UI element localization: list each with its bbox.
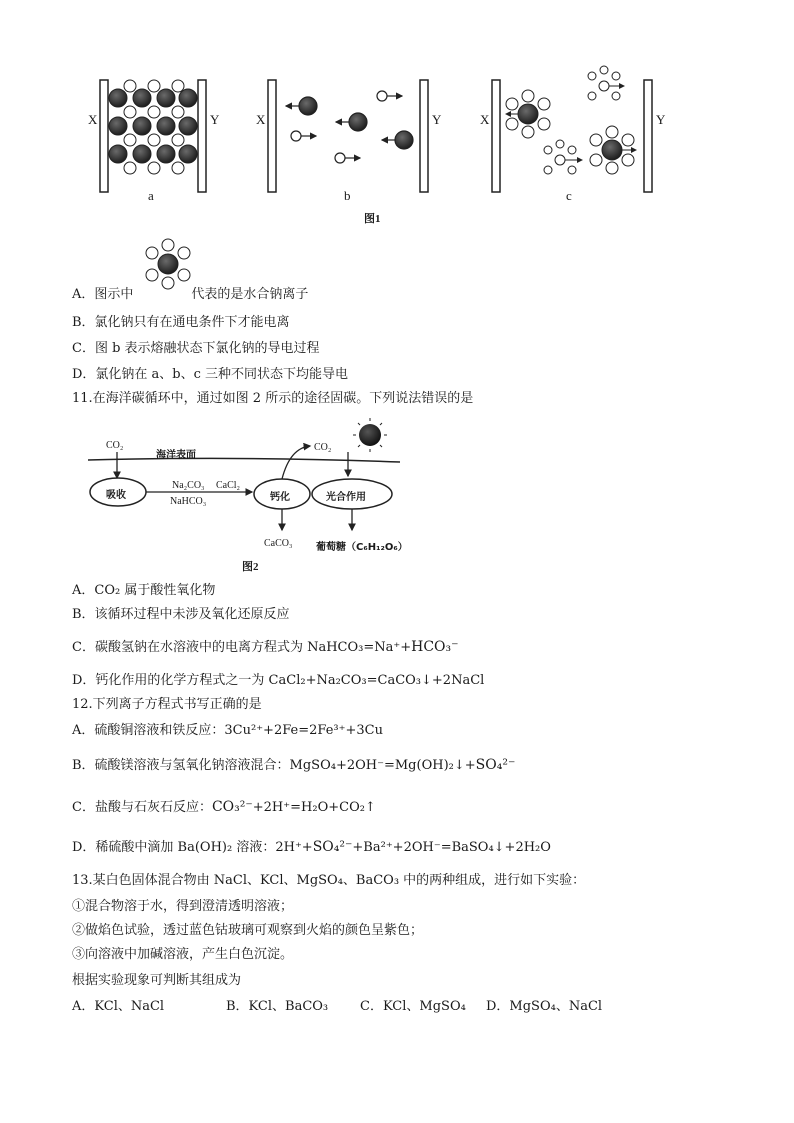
fig2-calcify: 钙化 <box>270 492 290 503</box>
q12-option-d-ion: SO₄²⁻ <box>312 839 353 855</box>
q13-option-c: C．KCl、MgSO₄ <box>360 999 466 1014</box>
q10-option-a-prefix: A．图示中 <box>72 287 134 302</box>
q13-step-3: ③向溶液中加碱溶液，产生白色沉淀。 <box>72 947 294 962</box>
figure-1-caption: 图1 <box>364 213 381 225</box>
q11-option-d: D．钙化作用的化学方程式之一为 CaCl₂+Na₂CO₃=CaCO₃↓+2NaCl <box>72 673 485 688</box>
q12-option-c-suffix: +2H⁺=H₂O+CO₂↑ <box>252 800 376 815</box>
fig2-glucose: 葡萄糖（C₆H₁₂O₆） <box>316 542 408 553</box>
q13-step-1: ①混合物溶于水，得到澄清透明溶液； <box>72 899 294 914</box>
fig2-co2-in: CO₂ <box>106 440 124 451</box>
fig2-co2-out: CO₂ <box>314 442 332 453</box>
q12-option-d <box>72 838 551 857</box>
electrode-x-b: X <box>256 112 266 127</box>
sun-icon <box>353 418 387 452</box>
q13-stem: 13.某白色固体混合物由 NaCl、KCl、MgSO₄、BaCO₃ 中的两种组成，进行如下实验： <box>72 873 586 888</box>
fig2-na2co3: Na₂CO₃ <box>172 480 205 491</box>
q12-option-c <box>72 798 376 817</box>
electrode-y-c: Y <box>656 112 666 127</box>
q11-option-c-prefix: C．碳酸氢钠在水溶液中的电离方程式为 NaHCO₃=Na⁺+ <box>72 640 412 655</box>
panel-c-label: c <box>566 188 572 203</box>
q11-option-b: B．该循环过程中未涉及氧化还原反应 <box>72 607 290 622</box>
q12-option-b <box>72 756 515 775</box>
q12-option-c-ion: CO₃²⁻ <box>211 799 253 815</box>
q10-option-b: B．氯化钠只有在通电条件下才能电离 <box>72 315 290 330</box>
fig2-photosynthesis: 光合作用 <box>326 492 366 503</box>
figure-1 <box>0 0 794 230</box>
q13-option-d: D．MgSO₄、NaCl <box>486 999 603 1014</box>
q10-option-c: C．图 b 表示熔融状态下氯化钠的导电过程 <box>72 341 320 356</box>
q12-option-b-prefix: B．硫酸镁溶液与氢氧化钠溶液混合：MgSO₄+2OH⁻=Mg(OH)₂↓+ <box>72 758 476 773</box>
panel-a <box>100 80 206 192</box>
panel-a-label: a <box>148 188 154 203</box>
q12-option-d-prefix: D．稀硫酸中滴加 Ba(OH)₂ 溶液：2H⁺+ <box>72 840 313 855</box>
hydrated-ion-icon <box>138 236 198 292</box>
q13-option-a: A．KCl、NaCl <box>72 999 165 1014</box>
electrode-y-b: Y <box>432 112 442 127</box>
fig2-cacl2: CaCl₂ <box>216 480 241 491</box>
q12-option-c-prefix: C．盐酸与石灰石反应： <box>72 800 212 815</box>
electrode-x-a: X <box>88 112 98 127</box>
q10-option-a <box>72 286 308 304</box>
panel-b <box>268 80 428 192</box>
panel-b-label: b <box>344 188 351 203</box>
q11-option-c-ion: HCO₃⁻ <box>411 639 459 655</box>
electrode-x-c: X <box>480 112 490 127</box>
q12-stem: 12.下列离子方程式书写正确的是 <box>72 697 262 712</box>
fig2-nahco3: NaHCO₃ <box>170 496 207 507</box>
fig2-sea-surface: 海洋表面 <box>156 450 196 461</box>
q12-option-a: A．硫酸铜溶液和铁反应：3Cu²⁺+2Fe=2Fe³⁺+3Cu <box>72 723 383 738</box>
q11-stem: 11.在海洋碳循环中，通过如图 2 所示的途径固碳。下列说法错误的是 <box>72 391 474 406</box>
q13-conclusion: 根据实验现象可判断其组成为 <box>72 973 242 988</box>
fig2-caco3: CaCO₃ <box>264 538 293 549</box>
q12-option-b-ion: SO₄²⁻ <box>475 757 516 773</box>
q13-step-2: ②做焰色试验，透过蓝色钴玻璃可观察到火焰的颜色呈紫色； <box>72 923 424 938</box>
q12-option-d-suffix: +Ba²⁺+2OH⁻=BaSO₄↓+2H₂O <box>352 840 551 855</box>
q10-option-a-suffix: 代表的是水合钠离子 <box>191 287 309 302</box>
q10-option-d: D．氯化钠在 a、b、c 三种不同状态下均能导电 <box>72 367 349 382</box>
fig2-absorb: 吸收 <box>106 490 126 501</box>
q11-option-c <box>72 638 459 657</box>
figure-2-caption: 图2 <box>242 561 259 573</box>
panel-c <box>492 66 652 192</box>
q11-option-a: A．CO₂ 属于酸性氧化物 <box>72 583 216 598</box>
q13-option-b: B．KCl、BaCO₃ <box>226 999 329 1014</box>
electrode-y-a: Y <box>210 112 220 127</box>
